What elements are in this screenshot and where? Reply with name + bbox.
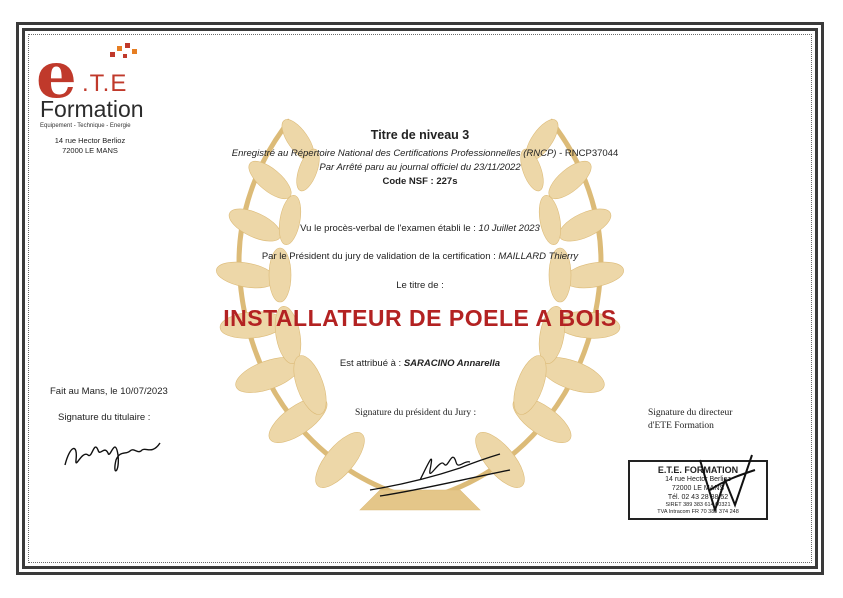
rncp-code: - RNCP37044: [556, 148, 619, 159]
president-signature-label: Signature du président du Jury :: [355, 408, 477, 418]
president-signature-image: [360, 440, 520, 500]
logo-tagline: Equipement - Technique - Energie: [40, 123, 131, 129]
titre-de-label: Le titre de :: [396, 280, 444, 291]
stamp-city: 72000 LE MANS: [671, 485, 725, 492]
recipient-name: SARACINO Annarella: [403, 358, 501, 369]
stamp-tva: TVA Intracom FR 70 389 374 248: [657, 509, 739, 515]
jury-line: [190, 251, 650, 262]
director-signature-image: [690, 450, 760, 520]
awarded-line: [200, 358, 640, 369]
nsf-code: Code NSF : 227s: [382, 176, 458, 187]
arrete-line: [200, 162, 640, 173]
holder-signature-image: [60, 425, 170, 480]
level-title: Titre de niveau 3: [370, 128, 470, 142]
address-line-2: 72000 LE MANS: [62, 146, 118, 155]
stamp-phone: Tél. 02 43 28 88 52: [667, 494, 729, 501]
director-signature-label-1: Signature du directeur: [648, 408, 733, 418]
holder-signature-label: Signature du titulaire :: [58, 412, 151, 423]
stamp-street: 14 rue Hector Berlioz: [665, 476, 731, 483]
rncp-line: [180, 148, 670, 159]
exam-prefix: Vu le procès-verbal de l'examen établi le :: [300, 223, 479, 234]
jury-prefix: Par le Président du jury de validation de la certification :: [261, 251, 499, 262]
logo-mark: e: [36, 38, 77, 113]
exam-date: 10 Juillet 2023: [478, 223, 540, 234]
certification-title: INSTALLATEUR DE POELE A BOIS: [223, 305, 617, 331]
logo-sunburst-icon: [108, 42, 140, 68]
address-line-1: 14 rue Hector Berlioz: [54, 136, 126, 145]
stamp-siret: SIRET 389 383 614 00321: [665, 502, 731, 508]
jury-president-name: MAILLARD Thierry: [498, 251, 579, 262]
logo-letters: .T.E: [82, 70, 128, 97]
logo-wordmark: Formation: [40, 96, 144, 122]
place-date: Fait au Mans, le 10/07/2023: [50, 386, 168, 397]
rncp-registration: Enregistré au Répertoire National des Certifications Professionnelles (RNCP): [231, 148, 557, 159]
director-signature-label-2: d'ETE Formation: [648, 421, 714, 431]
awarded-prefix: Est attribué à :: [339, 358, 404, 369]
exam-line: [200, 223, 640, 234]
stamp-company: E.T.E. FORMATION: [657, 465, 739, 475]
arrete-text: Par Arrêté paru au journal officiel du 23/11/2022: [319, 162, 521, 173]
